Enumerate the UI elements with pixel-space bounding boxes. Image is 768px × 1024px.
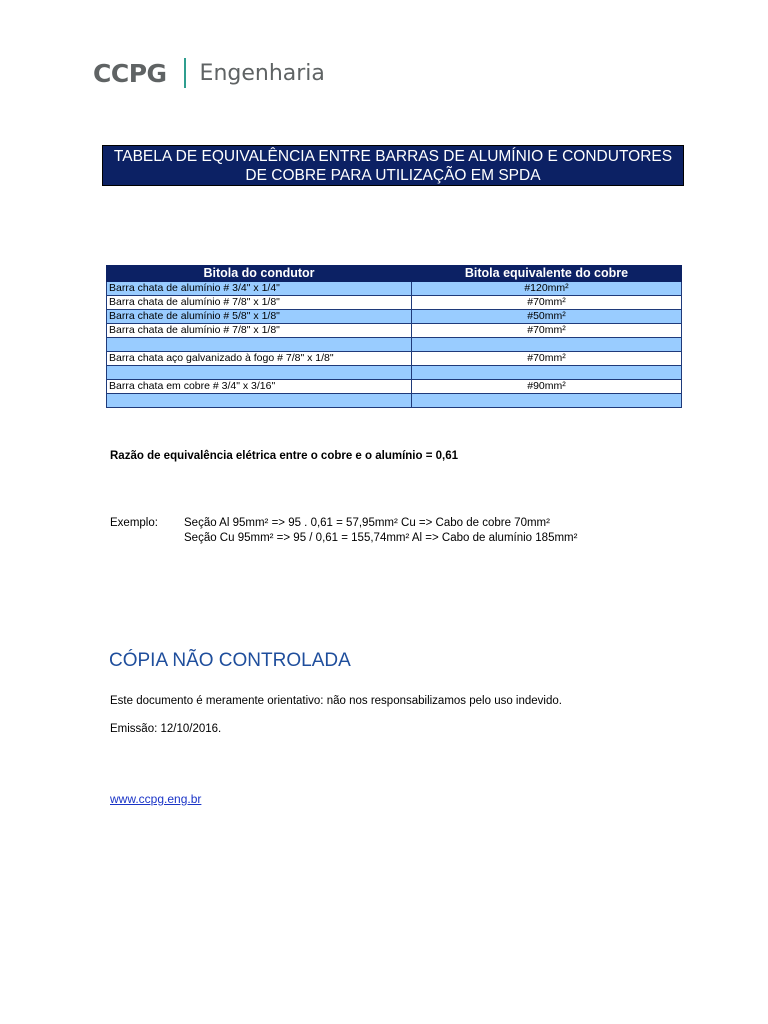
example-label: Exemplo: (110, 517, 158, 529)
table-row (107, 352, 682, 366)
logo-text: Engenharia (199, 60, 325, 86)
uncontrolled-copy-title: CÓPIA NÃO CONTROLADA (109, 650, 351, 671)
website-link[interactable]: www.ccpg.eng.br (110, 792, 202, 806)
table-row (107, 366, 682, 380)
table-row (107, 296, 682, 310)
copper-cell: #120mm² (412, 282, 682, 296)
conductor-cell: Barra chata aço galvanizado à fogo # 7/8" x 1/8" (107, 352, 412, 366)
logo-divider (184, 58, 186, 88)
table-row (107, 282, 682, 296)
company-logo (93, 56, 325, 90)
column-header-conductor: Bitola do condutor (107, 266, 412, 282)
equivalence-ratio: Razão de equivalência elétrica entre o cobre e o alumínio = 0,61 (110, 450, 459, 462)
table-row (107, 324, 682, 338)
conductor-cell: Barra chata de alumínio # 7/8" x 1/8" (107, 324, 412, 338)
copper-cell: #70mm² (412, 352, 682, 366)
copper-cell: #90mm² (412, 380, 682, 394)
conductor-cell (107, 366, 412, 380)
table-body (107, 282, 682, 408)
emission-date: Emissão: 12/10/2016. (110, 723, 222, 735)
copper-cell: #70mm² (412, 324, 682, 338)
copper-cell (412, 366, 682, 380)
conductor-cell (107, 394, 412, 408)
conductor-cell: Barra chata de alumínio # 3/4" x 1/4" (107, 282, 412, 296)
title-line-1: TABELA DE EQUIVALÊNCIA ENTRE BARRAS DE ALUMÍNIO E CONDUTORES (113, 148, 673, 165)
copper-cell: #50mm² (412, 310, 682, 324)
table-row (107, 338, 682, 352)
conductor-cell: Barra chata em cobre # 3/4" x 3/16" (107, 380, 412, 394)
copper-cell (412, 338, 682, 352)
table-header-row (107, 266, 682, 282)
table-row (107, 310, 682, 324)
equivalence-table (106, 265, 682, 408)
conductor-cell: Barra chate de alumínio # 5/8" x 1/8" (107, 310, 412, 324)
logo-mark: CCPG (93, 58, 167, 88)
example-line-2: Seção Cu 95mm² => 95 / 0,61 = 155,74mm² Al => Cabo de alumínio 185mm² (184, 532, 578, 544)
copper-cell: #70mm² (412, 296, 682, 310)
table-row (107, 394, 682, 408)
example-line-1: Seção Al 95mm² => 95 . 0,61 = 57,95mm² Cu => Cabo de cobre 70mm² (184, 517, 550, 529)
copper-cell (412, 394, 682, 408)
conductor-cell: Barra chata de alumínio # 7/8" x 1/8" (107, 296, 412, 310)
table-row (107, 380, 682, 394)
title-line-2: DE COBRE PARA UTILIZAÇÃO EM SPDA (245, 167, 541, 184)
conductor-cell (107, 338, 412, 352)
disclaimer-text: Este documento é meramente orientativo: não nos responsabilizamos pelo uso indevido. (110, 695, 562, 707)
column-header-copper: Bitola equivalente do cobre (412, 266, 682, 282)
document-title (102, 145, 684, 186)
